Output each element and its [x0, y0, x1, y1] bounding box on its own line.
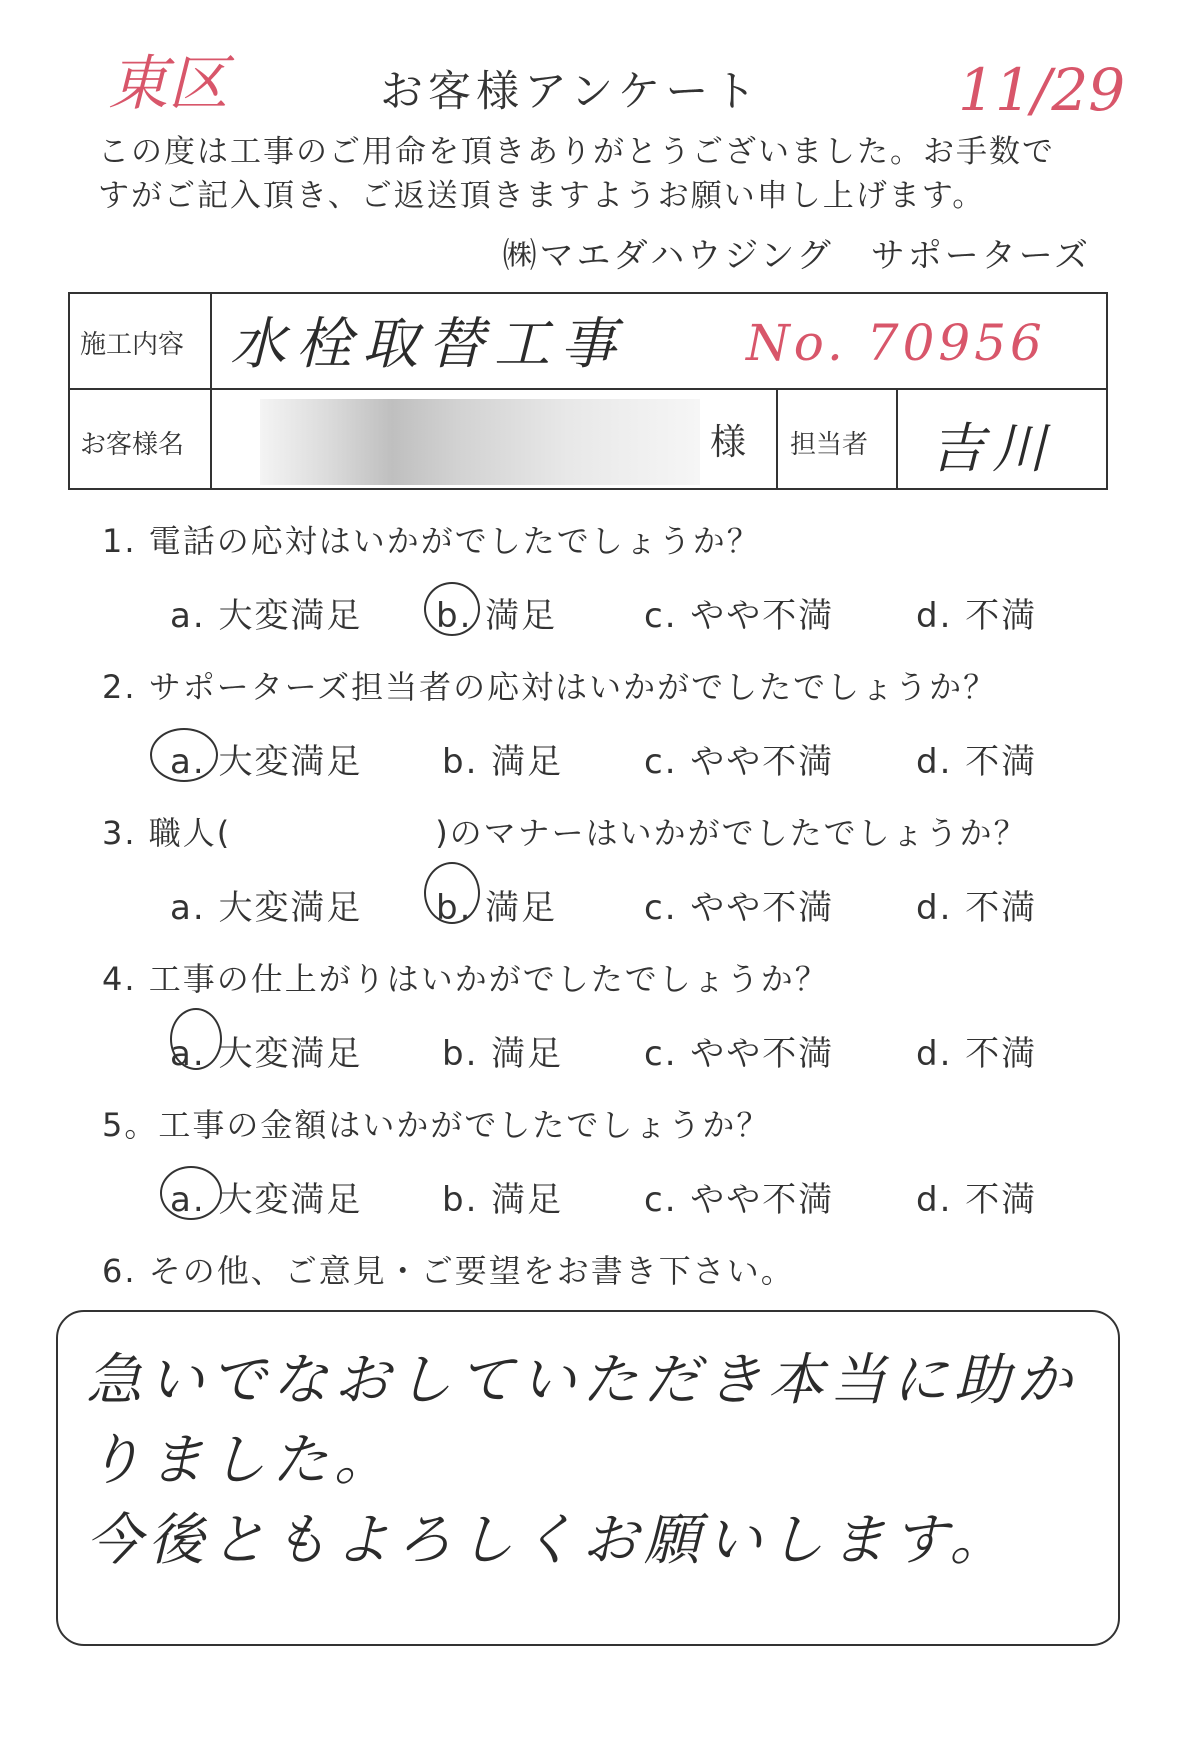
q4-option-a[interactable]: a. 大変満足 — [170, 1034, 363, 1074]
answer-circle — [424, 582, 480, 636]
question-6: 6. その他、ご意見・ご要望をお書き下さい。 — [102, 1252, 795, 1290]
redacted-customer-name — [260, 399, 700, 485]
q1-option-b[interactable]: b. 満足 — [436, 596, 558, 636]
q3-option-b[interactable]: b. 満足 — [436, 888, 558, 928]
q3-option-a[interactable]: a. 大変満足 — [170, 888, 363, 928]
q1-option-c[interactable]: c. やや不満 — [644, 596, 835, 636]
comment-line-3: 今後ともよろしくお願いします。 — [86, 1508, 1012, 1573]
table-divider — [70, 388, 1106, 390]
staff-label: 担当者 — [790, 430, 869, 460]
answer-circle — [170, 1008, 222, 1070]
comment-box[interactable] — [56, 1310, 1120, 1646]
q3-option-c[interactable]: c. やや不満 — [644, 888, 835, 928]
answer-circle — [160, 1166, 222, 1220]
q2-option-c[interactable]: c. やや不満 — [644, 742, 835, 782]
staff-value: 吉川 — [930, 417, 1054, 480]
date-stamp: 11/29 — [958, 56, 1126, 124]
intro-line-1: この度は工事のご用命を頂きありがとうございました。お手数で — [98, 134, 1055, 170]
question-4: 4. 工事の仕上がりはいかがでしたでしょうか？ — [102, 960, 829, 998]
question-2: 2. サポーターズ担当者の応対はいかがでしたでしょうか？ — [102, 668, 998, 706]
q3-option-d[interactable]: d. 不満 — [916, 888, 1038, 928]
question-5: 5。工事の金額はいかがでしたでしょうか？ — [102, 1106, 771, 1144]
intro-line-2: すがご記入頂き、ご返送頂きますようお願い申し上げます。 — [98, 178, 986, 214]
district-stamp: 東区 — [108, 49, 228, 119]
q2-option-a[interactable]: a. 大変満足 — [170, 742, 363, 782]
answer-circle — [150, 728, 218, 782]
q2-option-d[interactable]: d. 不満 — [916, 742, 1038, 782]
q4-option-b[interactable]: b. 満足 — [442, 1034, 564, 1074]
answer-circle — [424, 862, 480, 924]
comment-line-2: りました。 — [86, 1428, 396, 1493]
table-divider — [776, 388, 778, 488]
company-name: ㈱マエダハウジング サポーターズ — [502, 236, 1091, 276]
q4-option-c[interactable]: c. やや不満 — [644, 1034, 835, 1074]
intro-text — [98, 130, 1055, 218]
q4-option-d[interactable]: d. 不満 — [916, 1034, 1038, 1074]
page-title: お客様アンケート — [380, 67, 762, 117]
table-divider — [210, 294, 212, 488]
q5-option-a[interactable]: a. 大変満足 — [170, 1180, 363, 1220]
q1-option-d[interactable]: d. 不満 — [916, 596, 1038, 636]
table-divider — [896, 388, 898, 488]
work-value: 水栓取替工事 — [230, 312, 626, 377]
info-table — [68, 292, 1108, 490]
q5-option-b[interactable]: b. 満足 — [442, 1180, 564, 1220]
customer-label: お客様名 — [80, 430, 185, 460]
question-3: 3. 職人( )のマナーはいかがでしたでしょうか？ — [102, 814, 1028, 852]
q2-option-b[interactable]: b. 満足 — [442, 742, 564, 782]
customer-suffix: 様 — [710, 422, 747, 463]
job-number: No. 70956 — [746, 314, 1046, 372]
q5-option-c[interactable]: c. やや不満 — [644, 1180, 835, 1220]
comment-line-1: 急いでなおしていただき本当に助か — [86, 1348, 1078, 1413]
work-label: 施工内容 — [80, 330, 185, 360]
q1-option-a[interactable]: a. 大変満足 — [170, 596, 363, 636]
question-1: 1. 電話の応対はいかがでしたでしょうか？ — [102, 522, 761, 560]
q5-option-d[interactable]: d. 不満 — [916, 1180, 1038, 1220]
